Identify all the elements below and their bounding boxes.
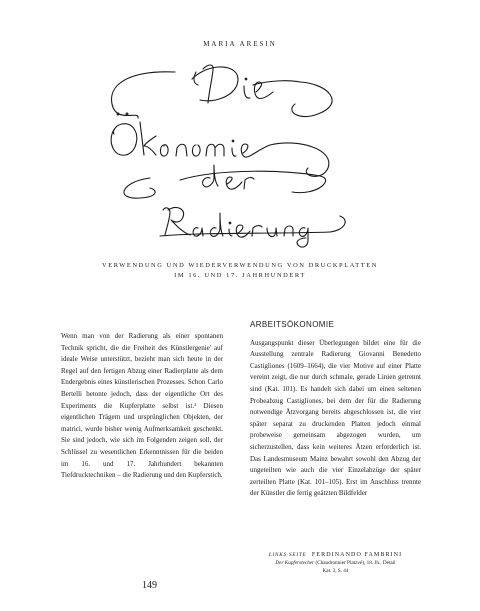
left-column xyxy=(61,331,223,482)
title-word-oekonomie xyxy=(111,113,270,157)
left-column-text: Wenn man von der Radierung als einer spontanen Technik spricht, die die Freiheit des Künstlergenie' auf ideale Weise unterstützt, bezieht man sich heute in der Regel auf den fertigen Abzug einer Radierplatte als dem Endergebnis eines künstlerischen Prozesses. Schon Carlo Bertelli betonte jedoch, dass der eigentliche Ort des Experiments die Kupferplatte selbst ist.¹ Diesen eigentlichen Trägern und ursprünglichen Objekten, der matrici, wurde bisher wenig Aufmerksamkeit geschenkt. Sie sind jedoch, wie sich im Folgenden zeigen soll, der Schlüssel zu wesentlichen Erkenntnissen für die beiden im 16. und 17. Jahrhundert bekannten Tiefdrucktechniken – die Radierung und den Kupferstich. xyxy=(61,332,223,480)
title-flourish-loops xyxy=(112,72,346,232)
caption-line-2 xyxy=(250,559,421,567)
right-column xyxy=(250,319,421,500)
caption-artist: FERDINANDO FAMBRINI xyxy=(311,552,403,558)
subtitle xyxy=(60,261,420,281)
page-number: 149 xyxy=(142,580,157,591)
caption-label: LINKS SEITE xyxy=(268,552,307,558)
right-column-text: Ausgangspunkt dieser Überlegungen bildet eine für die Ausstellung zentrale Radierung Giovanni Benedetto Castigliones (1609–1664), die vier Motive auf einer Platte vereint zeigt, die nur durch schmale, gerade Linien getrennt sind (Kat. 101). Es handelt sich dabei um einen seltenen Probeabzug Castigliones, bei dem der für die Radierung notwendige Ätzvorgang bereits abgeschlossen ist, die vier später separat zu druckenden Platten jedoch einmal probeweise gemeinsam abgezogen wurden, um sicherzustellen, dass kein weiteres Ätzen erforderlich ist. Das Landesmuseum Mainz bewahrt sowohl den Abzug der ungeteilten wie auch die vier Einzelabzüge der später zerteilten Platte (Kat. 101–105). Erst im Anschluss trennte der Künstler die fertig geätzten Bildfelder xyxy=(250,338,421,498)
caption-ref: Kat. 3, S. 44 xyxy=(322,568,349,574)
caption-details: (Chaudronnier Platzvé), 18. Jh., Detail xyxy=(315,560,396,566)
caption-work-title: Der Kupferstecher xyxy=(275,560,315,566)
subtitle-line-1: VERWENDUNG UND WIEDERVERWENDUNG VON DRUCKPLATTEN xyxy=(102,262,378,269)
image-caption xyxy=(250,551,421,575)
title-word-die xyxy=(192,65,300,103)
title-word-radierung xyxy=(160,208,330,247)
caption-line-1 xyxy=(250,551,421,559)
author-name: MARIA ARESIN xyxy=(203,40,277,48)
subtitle-line-2: IM 16. UND 17. JAHRHUNDERT xyxy=(174,272,306,279)
section-heading: ARBEITSÖKONOMIE xyxy=(250,320,335,329)
title-word-der xyxy=(180,165,326,193)
script-title xyxy=(0,48,480,248)
